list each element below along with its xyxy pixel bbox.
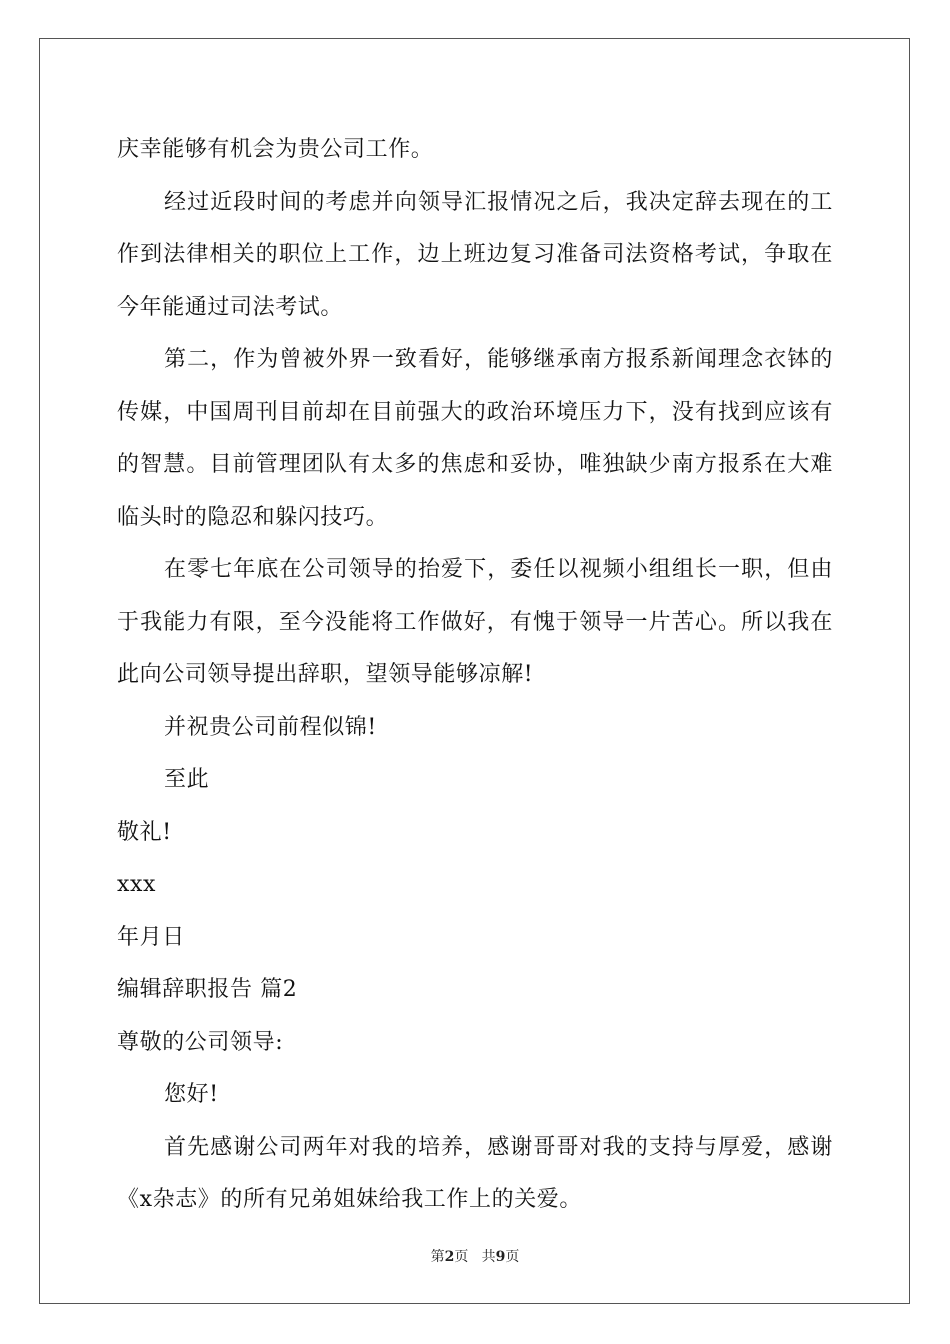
paragraph: 第二，作为曾被外界一致看好，能够继承南方报系新闻理念衣钵的传媒，中国周刊目前却在目前强大的政治环境压力下，没有找到应该有的智慧。目前管理团队有太多的焦虑和妥协，唯独缺少南方报系在大难临头时的隐忍和躲闪技巧。 — [117, 347, 833, 530]
page-suffix: 页 — [454, 1249, 469, 1265]
paragraph: 首先感谢公司两年对我的培养，感谢哥哥对我的支持与厚爱，感谢《x杂志》的所有兄弟姐妹给我工作上的关爱。 — [117, 1134, 833, 1212]
signature-date: 年月日 — [117, 924, 185, 950]
document-body — [117, 124, 833, 1227]
signature-name: xxx — [117, 872, 157, 897]
greeting-recipient: 尊敬的公司领导: — [117, 1029, 284, 1055]
section-heading: 编辑辞职报告 篇2 — [117, 977, 298, 1002]
page-prefix: 第 — [430, 1249, 445, 1265]
total-suffix: 页 — [505, 1249, 520, 1265]
paragraph: 在零七年底在公司领导的抬爱下，委任以视频小组组长一职，但由于我能力有限，至今没能将工作做好，有愧于领导一片苦心。所以我在此向公司领导提出辞职，望领导能够凉解! — [117, 557, 833, 687]
page-total: 9 — [495, 1249, 506, 1265]
closing-wish: 并祝贵公司前程似锦! — [164, 714, 377, 740]
total-prefix: 共 — [481, 1249, 496, 1265]
greeting: 您好! — [164, 1082, 219, 1107]
page-current: 2 — [444, 1249, 455, 1265]
paragraph: 经过近段时间的考虑并向领导汇报情况之后，我决定辞去现在的工作到法律相关的职位上工作，边上班边复习准备司法资格考试，争取在今年能通过司法考试。 — [117, 189, 833, 320]
page-footer — [0, 1246, 950, 1266]
salutation-closing: 敬礼! — [117, 819, 172, 845]
closing-phrase: 至此 — [164, 767, 210, 792]
paragraph: 庆幸能够有机会为贵公司工作。 — [117, 137, 434, 162]
